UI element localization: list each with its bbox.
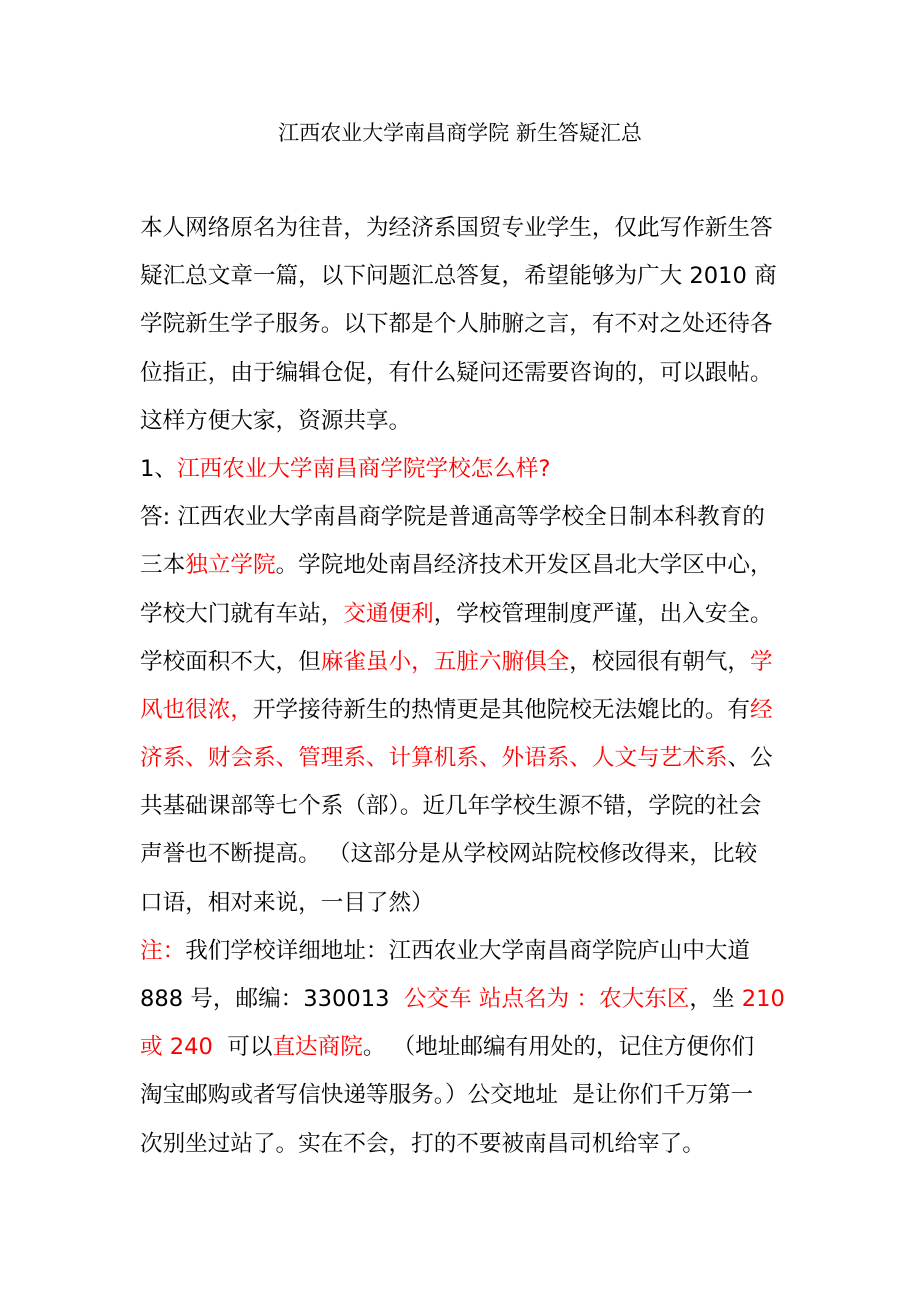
highlighted-text: 学	[750, 648, 773, 675]
body-text: 淘宝邮购或者写信快递等服务。）公交地址 是让你们千万第一	[140, 1082, 754, 1109]
body-text: 这样方便大家，资源共享。	[140, 407, 412, 434]
body-text: 1、	[140, 455, 177, 482]
text-line	[140, 686, 800, 734]
text-line	[140, 975, 800, 1023]
highlighted-text: 麻雀虽小，五脏六腑俱全	[320, 648, 570, 675]
highlighted-text: 或 240	[140, 1034, 213, 1061]
text-line	[140, 879, 800, 927]
text-line	[140, 397, 800, 445]
highlighted-text: 独立学院	[185, 552, 276, 579]
body-text: 888 号，邮编：330013	[140, 986, 404, 1012]
body-text: 可以	[212, 1034, 273, 1061]
body-text: ，坐	[689, 986, 742, 1012]
body-text: 疑汇总文章一篇，以下问题汇总答复，希望能够为广大 2010 商	[140, 263, 777, 290]
body-text: 共基础课部等七个系（部）。近几年学校生源不错，学院的社会	[140, 793, 762, 820]
body-text: ，学校管理制度严谨，出入安全。	[433, 600, 773, 627]
highlighted-text: 210	[741, 986, 785, 1012]
body-text: 位指正，由于编辑仓促，有什么疑问还需要咨询的，可以跟帖。	[140, 359, 773, 386]
text-line	[140, 493, 800, 541]
highlighted-text: 公交车 站点名为 ：农大东区	[403, 986, 690, 1012]
highlighted-text: 经	[750, 696, 773, 723]
text-line	[140, 349, 800, 397]
document-body	[140, 204, 800, 1168]
highlighted-text: 济系、财会系、管理系、计算机系、外语系、人文与艺术系	[140, 745, 728, 772]
body-text: 、公	[727, 745, 773, 772]
text-line	[140, 252, 800, 300]
body-text: 学院新生学子服务。以下都是个人肺腑之言，有不对之处还待各	[140, 311, 773, 338]
text-line	[140, 734, 800, 782]
highlighted-text: 风也很浓，	[140, 696, 253, 723]
document-title: 江西农业大学南昌商学院 新生答疑汇总	[278, 121, 642, 145]
body-text: 三本	[140, 552, 186, 579]
text-line	[140, 204, 800, 252]
body-text: 我们学校详细地址：江西农业大学南昌商学院庐山中大道	[185, 937, 751, 964]
body-text: 答: 江西农业大学南昌商学院是普通高等学校全日制本科教育的	[140, 504, 765, 531]
body-text: 。学院地处南昌经济技术开发区昌北大学区中心，	[275, 552, 773, 579]
text-line	[140, 541, 800, 589]
text-line	[140, 1023, 800, 1071]
body-text: 学校大门就有车站，	[140, 600, 344, 627]
body-text: 学校面积不大，但	[140, 648, 321, 675]
text-line	[140, 830, 800, 878]
body-text: 。 （地址邮编有用处的，记住方便你们	[362, 1034, 755, 1061]
text-line	[140, 782, 800, 830]
body-text: 次别坐过站了。实在不会，打的不要被南昌司机给宰了。	[140, 1130, 705, 1157]
text-line	[140, 300, 800, 348]
text-line	[140, 445, 800, 493]
body-text: 本人网络原名为往昔，为经济系国贸专业学生，仅此写作新生答	[140, 215, 773, 241]
text-line	[140, 1120, 800, 1168]
text-line	[140, 1071, 800, 1119]
highlighted-text: 江西农业大学南昌商学院学校怎么样?	[176, 455, 551, 482]
body-text: 开学接待新生的热情更是其他院校无法媲比的。有	[252, 696, 751, 723]
text-line	[140, 590, 800, 638]
body-text: 声誉也不断提高。 （这部分是从学校网站院校修改得来，比较	[140, 841, 758, 868]
body-text: 口语，相对来说，一目了然）	[140, 889, 434, 916]
highlighted-text: 交通便利	[343, 600, 434, 627]
highlighted-text: 注：	[140, 937, 186, 964]
text-line	[140, 638, 800, 686]
highlighted-text: 直达商院	[272, 1034, 363, 1061]
text-line	[140, 927, 800, 975]
body-text: ，校园很有朝气，	[569, 648, 751, 675]
